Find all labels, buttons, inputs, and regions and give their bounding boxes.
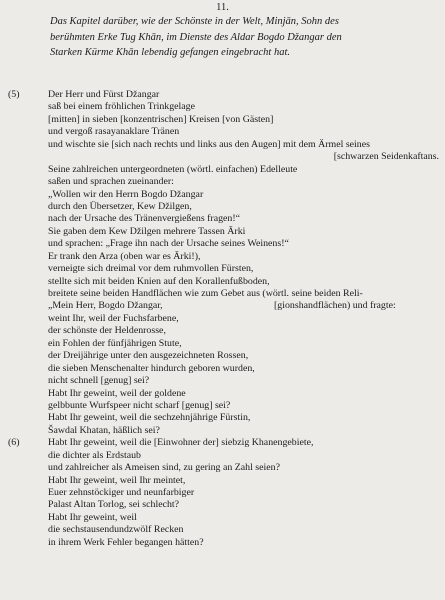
verse-line-continuation: [gionshandflächen) und fragte: [274,300,396,312]
heading-line: Starken Kürme Khān lebendig gefangen eingebracht hat. [50,47,290,59]
verse-line: die sieben Menschenalter hindurch geboren wurden, [48,362,255,374]
verse-line: [schwarzen Seidenkaftans. [333,151,439,163]
verse-line: die dichter als Erdstaub [48,449,141,461]
verse-line: nicht schnell [genug] sei? [48,375,150,387]
verse-line: Habt Ihr geweint, weil die sechzehnjährige Fürstin, [48,412,251,424]
verse-line [8,89,443,101]
verse-line-text: Der Herr und Fürst Džangar [48,89,160,100]
verse-line: weint Ihr, weil der Fuchsfarbene, [48,312,179,324]
verse-line: Habt Ihr geweint, weil der goldene [48,387,186,399]
verse-line: in ihrem Werk Fehler begangen hätten? [48,536,204,548]
verse-line: [mitten] in sieben [konzentrischen] Kreisen [von Gästen] [48,113,274,125]
verse-line: Palast Altan Torlog, sei schlecht? [48,499,180,511]
section-marker: (6) [8,437,20,449]
verse-line [48,300,443,312]
verse-line [8,437,443,449]
verse-line: und sprachen: „Frage ihn nach der Ursache seines Weinens!“ [48,238,289,250]
verse-line: der Dreijährige unter den ausgezeichneten Rossen, [48,350,249,362]
verse-line: nach der Ursache des Tränenvergießens fragen!“ [48,213,241,225]
heading-line: berühmten Erke Tug Khān, im Dienste des Aldar Bogdo Džangar den [50,31,342,43]
verse-line: verneigte sich dreimal vor dem ruhmvollen Fürsten, [48,263,254,275]
verse-line: Er trank den Arza (oben war es Ārki!), [48,250,201,262]
verse-line: der schönste der Heldenrosse, [48,325,166,337]
verse-line-text: „Mein Herr, Bogdo Džangar, [48,300,163,312]
verse-line: saß bei einem fröhlichen Trinkgelage [48,101,195,113]
verse-line: und wischte sie [sich nach rechts und links aus den Augen] mit dem Ärmel seines [48,138,370,150]
verse-line: Seine zahlreichen untergeordneten (wörtl. einfachen) Edelleute [48,163,298,175]
verse-line: „Wollen wir den Herrn Bogdo Džangar [48,188,204,200]
verse-line: Habt Ihr geweint, weil Ihr meintet, [48,474,186,486]
verse-line: Habt Ihr geweint, weil [48,511,137,523]
verse-body [8,89,443,549]
chapter-number: 11. [216,2,229,13]
verse-line: gelbbunte Wurfspeer nicht scharf [genug] sei? [48,399,231,411]
verse-line: Euer zehnstöckiger und neunfarbiger [48,487,195,498]
verse-line: stellte sich mit beiden Knien auf den Korallenfußboden, [48,275,270,287]
verse-line-text: Habt Ihr geweint, weil die [Einwohner der] siebzig Khanengebiete, [48,437,314,449]
section-marker: (5) [8,89,20,100]
verse-line: durch den Übersetzer, Kew Džilgen, [48,200,192,212]
verse-line: Šawdal Khatan, häßlich sei? [48,424,160,436]
verse-line: saßen und sprachen zueinander: [48,176,174,188]
verse-line: ein Fohlen der fünfjährigen Stute, [48,337,182,349]
verse-line: die sechstausendundzwölf Recken [48,524,184,536]
heading-line: Das Kapitel darüber, wie der Schönste in der Welt, Minjān, Sohn des [50,16,339,27]
verse-line: breitete seine beiden Handflächen wie zum Gebet aus (wörtl. seine beiden Reli- [48,288,363,299]
chapter-heading [50,14,438,61]
verse-line: und vergoß rasayanaklare Tränen [48,126,180,138]
verse-line: Sie gaben dem Kew Džilgen mehrere Tassen Ārki [48,225,246,237]
verse-line: und zahlreicher als Ameisen sind, zu gering an Zahl seien? [48,462,280,474]
